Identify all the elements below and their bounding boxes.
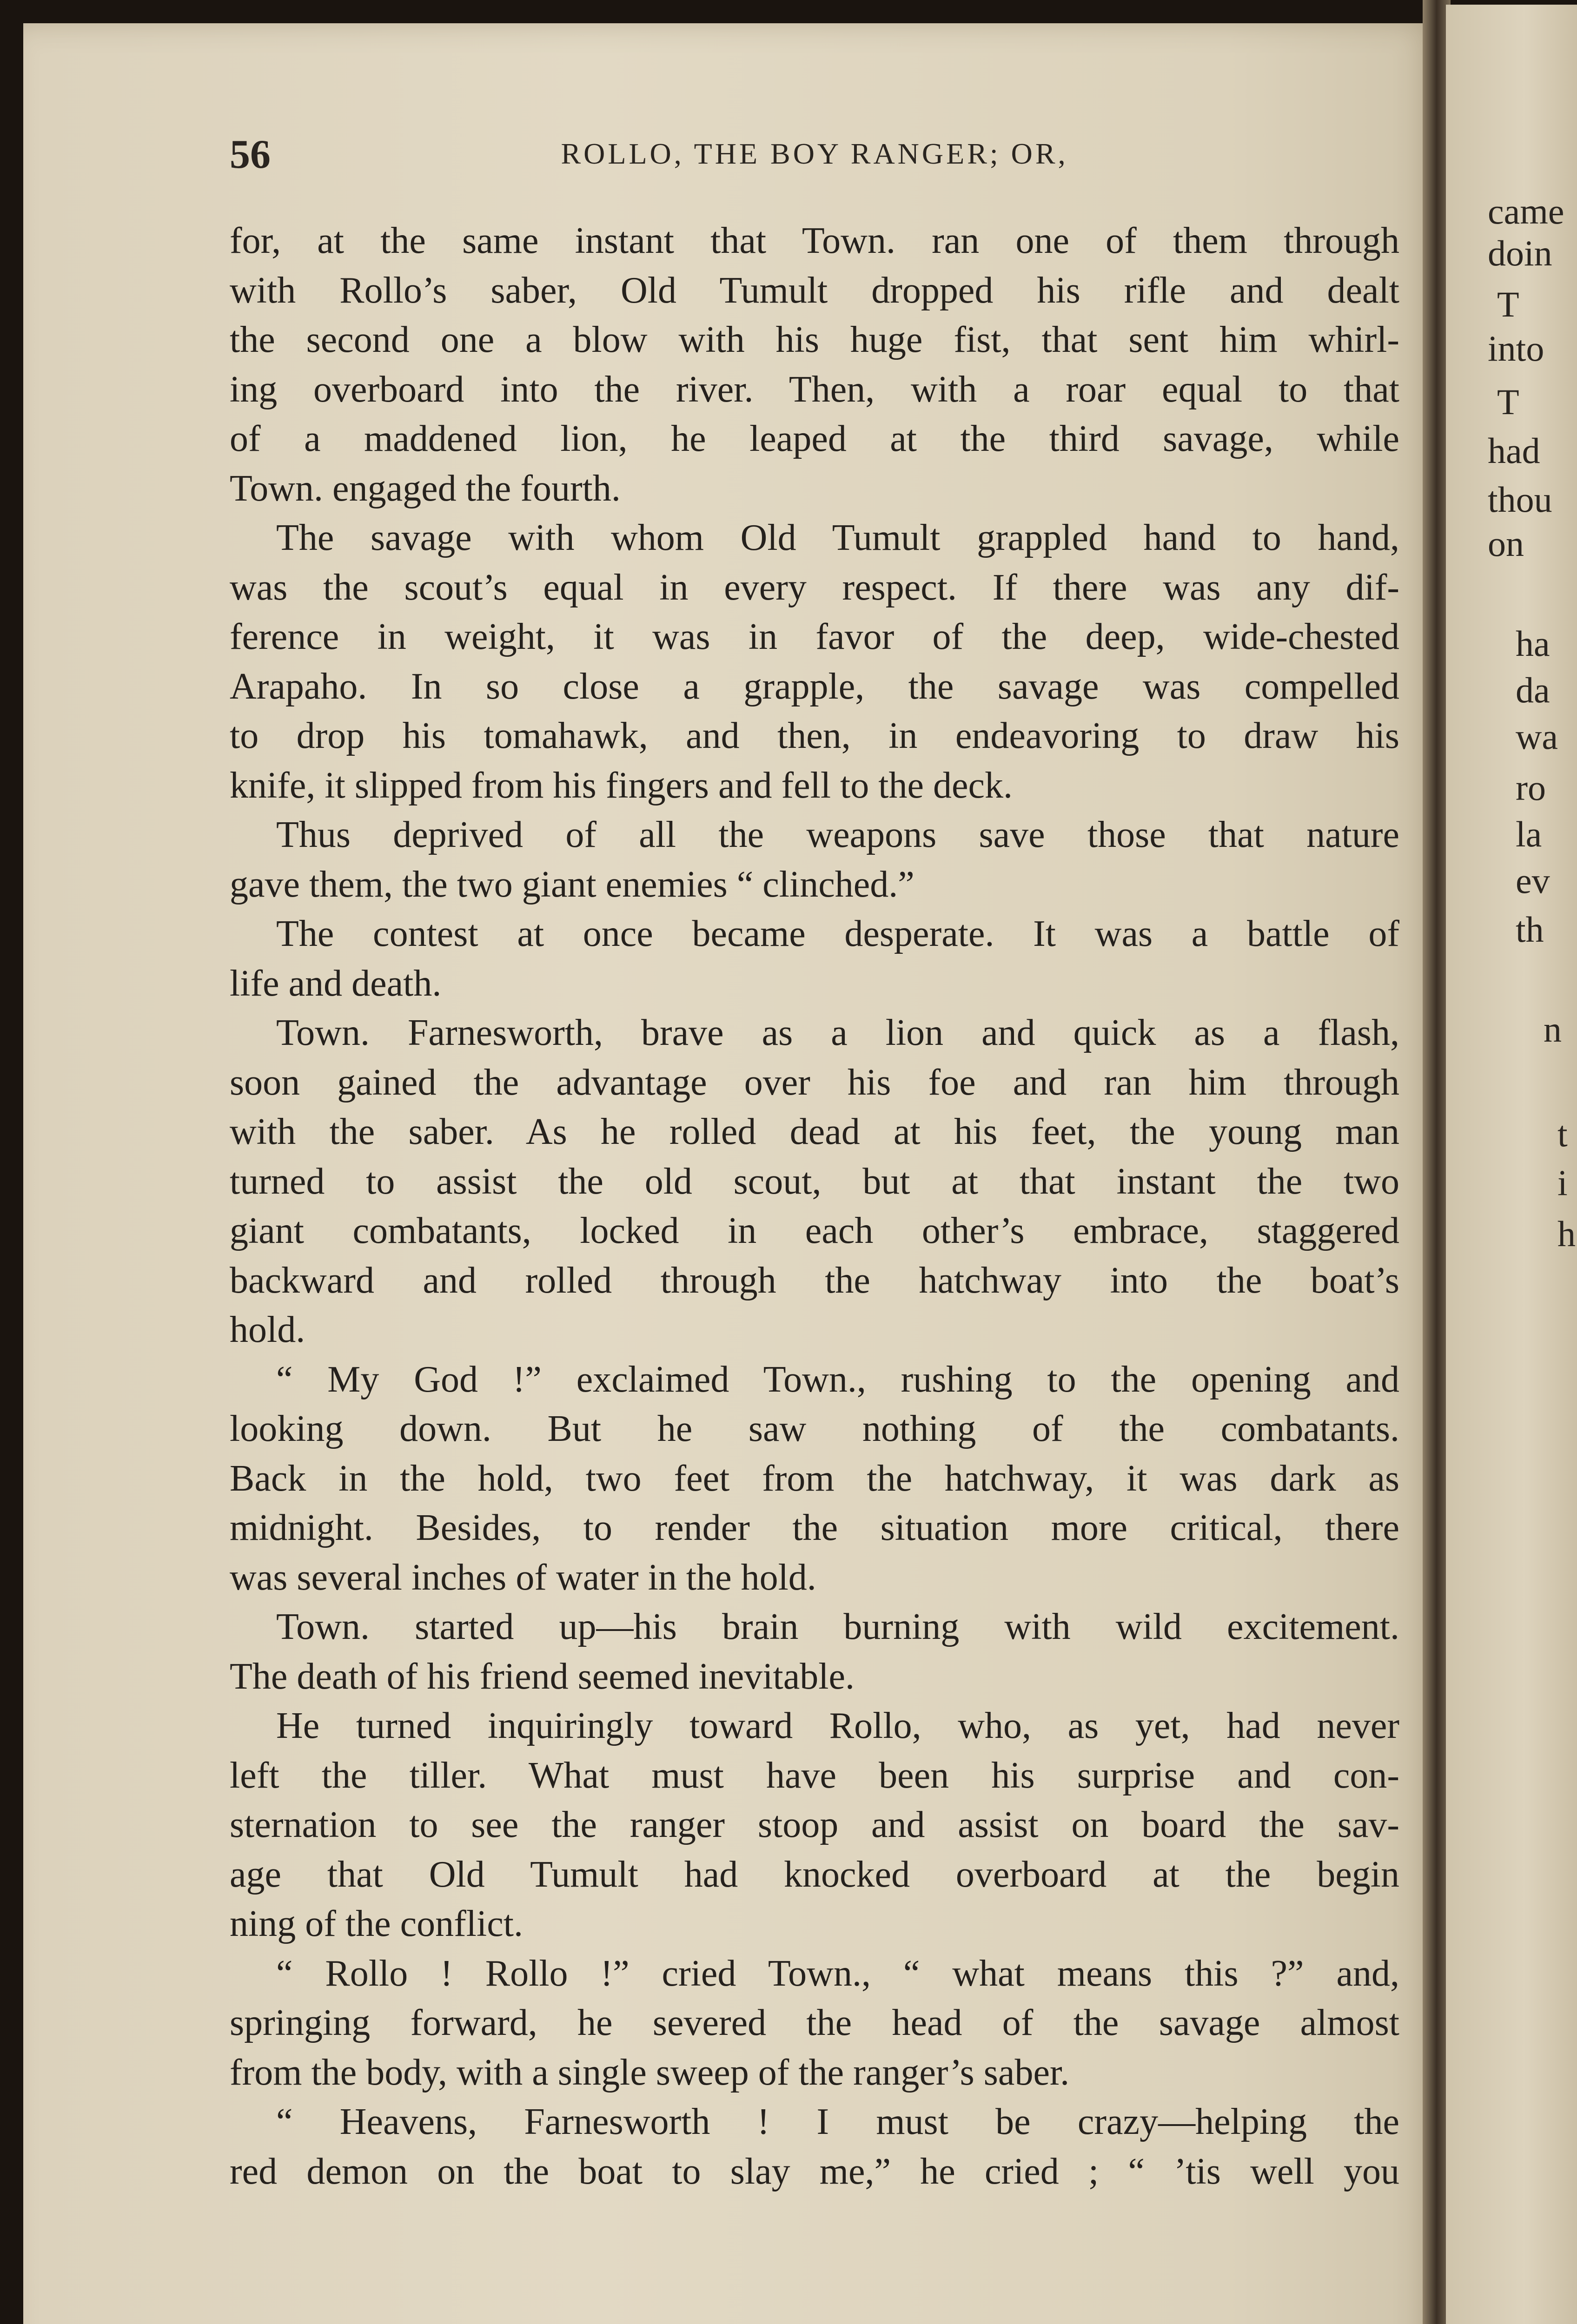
text-line: “ Heavens, Farnesworth ! I must be crazy—helping the	[276, 2101, 1399, 2142]
text-line: midnight. Besides, to render the situation more critical, there	[230, 1507, 1399, 1548]
facing-page-fragment: da	[1516, 670, 1550, 710]
facing-page-fragment: ev	[1516, 860, 1550, 901]
text-line: from the body, with a single sweep of the ranger’s saber.	[230, 2052, 1070, 2093]
body-text	[230, 216, 1399, 2196]
facing-page-fragment: h	[1557, 1214, 1576, 1254]
facing-page-fragment: ha	[1516, 623, 1550, 664]
text-line: life and death.	[230, 963, 442, 1004]
facing-page-fragment: came	[1488, 191, 1564, 231]
text-line: Town. started up—his brain burning with wild excitement.	[276, 1606, 1399, 1647]
running-head	[230, 125, 1399, 190]
text-line: ference in weight, it was in favor of the deep, wide-chested	[230, 616, 1399, 657]
facing-page-fragment: la	[1516, 814, 1542, 854]
text-line: left the tiller. What must have been his surprise and con-	[230, 1755, 1399, 1796]
text-line: The contest at once became desperate. It was a battle of	[276, 913, 1399, 954]
facing-page-fragment: T	[1497, 382, 1519, 422]
facing-page-fragment: T	[1497, 284, 1519, 324]
text-line: springing forward, he severed the head of the savage almost	[230, 2002, 1399, 2043]
facing-page-fragment: on	[1488, 523, 1524, 564]
text-line: “ Rollo ! Rollo !” cried Town., “ what means this ?” and,	[276, 1953, 1399, 1994]
text-line: The savage with whom Old Tumult grappled hand to hand,	[276, 517, 1399, 558]
text-line: Town. Farnesworth, brave as a lion and quick as a flash,	[276, 1012, 1399, 1053]
text-line: The death of his friend seemed inevitable.	[230, 1656, 855, 1697]
text-line: “ My God !” exclaimed Town., rushing to the opening and	[276, 1359, 1399, 1400]
text-line: Arapaho. In so close a grapple, the savage was compelled	[230, 666, 1399, 707]
facing-page-fragment: i	[1557, 1162, 1568, 1203]
text-line: sternation to see the ranger stoop and assist on board the sav-	[230, 1804, 1399, 1845]
text-line: with Rollo’s saber, Old Tumult dropped his rifle and dealt	[230, 270, 1399, 311]
facing-page-fragment: had	[1488, 430, 1540, 471]
facing-page-fragment: doin	[1488, 233, 1552, 273]
text-line: giant combatants, locked in each other’s embrace, staggered	[230, 1210, 1399, 1251]
facing-page-fragment: into	[1488, 328, 1544, 369]
text-line: Back in the hold, two feet from the hatchway, it was dark as	[230, 1458, 1399, 1499]
facing-page-fragment: t	[1557, 1114, 1568, 1154]
text-line: Thus deprived of all the weapons save those that nature	[276, 814, 1399, 855]
text-line: looking down. But he saw nothing of the combatants.	[230, 1408, 1399, 1449]
text-line: gave them, the two giant enemies “ clinched.”	[230, 864, 914, 905]
facing-page-fragment: n	[1544, 1009, 1562, 1050]
facing-page-fragment: th	[1516, 909, 1544, 950]
text-line: backward and rolled through the hatchway into the boat’s	[230, 1260, 1399, 1301]
text-line: soon gained the advantage over his foe and ran him through	[230, 1062, 1399, 1103]
text-line: was the scout’s equal in every respect. If there was any dif-	[230, 567, 1399, 608]
text-line: to drop his tomahawk, and then, in endeavoring to draw his	[230, 715, 1399, 756]
text-line: with the saber. As he rolled dead at his feet, the young man	[230, 1111, 1399, 1152]
text-line: for, at the same instant that Town. ran one of them through	[230, 220, 1399, 261]
text-line: was several inches of water in the hold.	[230, 1557, 816, 1598]
text-line: Town. engaged the fourth.	[230, 468, 621, 509]
text-line: the second one a blow with his huge fist, that sent him whirl-	[230, 319, 1399, 360]
facing-page-fragment: wa	[1516, 716, 1558, 757]
text-line: red demon on the boat to slay me,” he cried ; “ ’tis well you	[230, 2151, 1399, 2192]
text-line: ing overboard into the river. Then, with a roar equal to that	[230, 369, 1399, 410]
text-line: turned to assist the old scout, but at that instant the two	[230, 1161, 1399, 1202]
text-line: He turned inquiringly toward Rollo, who, as yet, had never	[276, 1705, 1399, 1746]
facing-page-fragment: thou	[1488, 479, 1552, 520]
text-line: of a maddened lion, he leaped at the third savage, while	[230, 418, 1399, 459]
text-line: hold.	[230, 1309, 305, 1350]
page-number: 56	[230, 132, 271, 177]
running-head-title: ROLLO, THE BOY RANGER; OR,	[561, 137, 1068, 170]
text-line: age that Old Tumult had knocked overboard at the begin	[230, 1854, 1399, 1895]
facing-page-fragment: ro	[1516, 767, 1546, 808]
text-line: ning of the conflict.	[230, 1903, 523, 1944]
text-line: knife, it slipped from his fingers and fell to the deck.	[230, 765, 1013, 806]
